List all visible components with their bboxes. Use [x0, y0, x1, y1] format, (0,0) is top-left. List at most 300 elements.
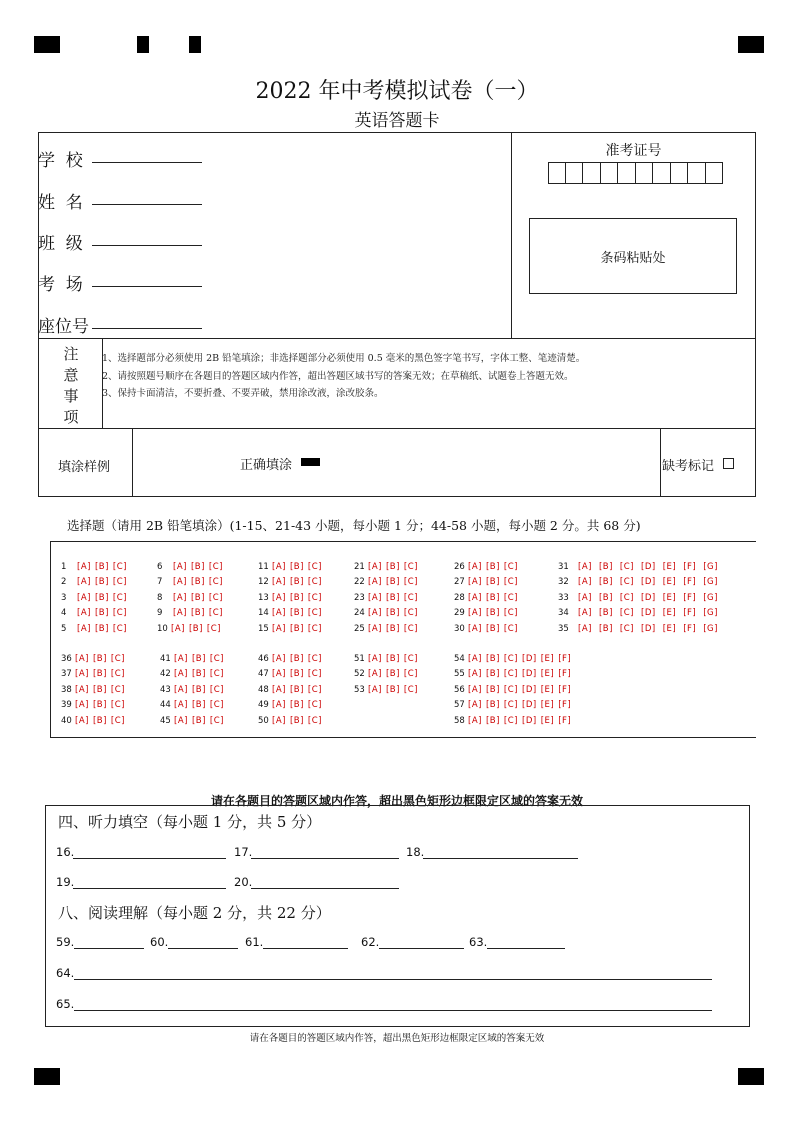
option-bubble[interactable]: [C] [503, 577, 518, 588]
option-bubble[interactable]: [A] [174, 700, 188, 711]
notice-items [102, 350, 585, 403]
option-bubble[interactable]: [A] [75, 669, 89, 680]
question-number: 33 [558, 592, 569, 603]
option-bubble[interactable]: [A] [174, 715, 188, 726]
option-bubble[interactable]: [F] [558, 669, 572, 680]
option-bubble[interactable]: [C] [503, 684, 518, 695]
choice-question-2 [61, 577, 131, 587]
option-bubble[interactable]: [C] [208, 577, 223, 588]
name-label: 姓 名 [38, 193, 83, 213]
question-number: 45 [160, 715, 171, 726]
question-number: 57 [454, 700, 465, 711]
option-bubble[interactable]: [E] [540, 669, 555, 680]
option-bubble[interactable]: [B] [94, 592, 109, 603]
option-bubble[interactable]: [A] [77, 592, 91, 603]
option-bubble[interactable]: [B] [188, 623, 203, 634]
choice-question-55 [454, 669, 575, 679]
option-bubble[interactable]: [C] [403, 592, 418, 603]
option-bubble[interactable]: [G] [703, 577, 718, 588]
choice-question-27 [454, 577, 522, 587]
blank-18[interactable]: 18. [406, 845, 424, 859]
option-bubble[interactable]: [A] [173, 562, 187, 572]
option-bubble[interactable]: [B] [289, 562, 304, 572]
option-bubble[interactable]: [C] [619, 562, 634, 572]
choice-question-22 [354, 577, 422, 587]
option-bubble[interactable]: [B] [92, 700, 107, 711]
option-bubble[interactable]: [C] [503, 669, 518, 680]
blank-19[interactable]: 19. [56, 875, 74, 889]
blank-63[interactable]: 63. [469, 935, 487, 949]
question-number: 3 [61, 592, 67, 603]
option-bubble[interactable]: [C] [110, 669, 125, 680]
option-bubble[interactable]: [E] [662, 562, 677, 572]
option-bubble[interactable]: [B] [598, 623, 613, 634]
option-bubble[interactable]: [A] [75, 715, 89, 726]
option-bubble[interactable]: [C] [307, 654, 322, 664]
question-number: 58 [454, 715, 465, 726]
choice-question-23 [354, 593, 422, 603]
exam-number-cell[interactable] [566, 162, 584, 184]
question-number: 56 [454, 684, 465, 695]
option-bubble[interactable]: [E] [540, 715, 555, 726]
choice-question-44 [160, 700, 228, 710]
question-number: 2 [61, 577, 67, 588]
option-bubble[interactable]: [G] [703, 608, 718, 619]
option-bubble[interactable]: [B] [289, 684, 304, 695]
option-bubble[interactable]: [G] [703, 623, 718, 634]
option-bubble[interactable]: [B] [485, 700, 500, 711]
option-bubble[interactable]: [A] [75, 700, 89, 711]
exam-number-cell[interactable] [688, 162, 706, 184]
option-bubble[interactable]: [B] [385, 623, 400, 634]
option-bubble[interactable]: [F] [558, 700, 572, 711]
option-bubble[interactable]: [C] [403, 623, 418, 634]
choice-question-10 [157, 624, 225, 634]
choice-question-43 [160, 685, 228, 695]
option-bubble[interactable]: [B] [598, 562, 613, 572]
option-bubble[interactable]: [A] [468, 623, 482, 634]
registration-mark-top-left [34, 36, 60, 53]
option-bubble[interactable]: [B] [94, 577, 109, 588]
option-bubble[interactable]: [B] [289, 715, 304, 726]
option-bubble[interactable]: [B] [191, 700, 206, 711]
option-bubble[interactable]: [C] [112, 577, 127, 588]
option-bubble[interactable]: [A] [173, 592, 187, 603]
option-bubble[interactable]: [A] [77, 623, 91, 634]
option-bubble[interactable]: [D] [522, 684, 537, 695]
choice-question-25 [354, 624, 422, 634]
option-bubble[interactable]: [A] [368, 623, 382, 634]
option-bubble[interactable]: [A] [174, 654, 188, 664]
exam-room-input[interactable] [92, 286, 202, 287]
option-bubble[interactable]: [D] [641, 608, 656, 619]
option-bubble[interactable]: [C] [307, 592, 322, 603]
option-bubble[interactable]: [C] [403, 654, 418, 664]
option-bubble[interactable]: [C] [619, 623, 634, 634]
option-bubble[interactable]: [B] [191, 715, 206, 726]
option-bubble[interactable]: [A] [468, 715, 482, 726]
exam-number-cell[interactable] [601, 162, 619, 184]
option-bubble[interactable]: [B] [385, 577, 400, 588]
question-number: 48 [258, 684, 269, 695]
option-bubble[interactable]: [A] [171, 623, 185, 634]
option-bubble[interactable]: [C] [110, 700, 125, 711]
option-bubble[interactable]: [D] [522, 715, 537, 726]
exam-number-cell[interactable] [548, 162, 566, 184]
option-bubble[interactable]: [B] [385, 608, 400, 619]
choice-question-29 [454, 608, 522, 618]
option-bubble[interactable]: [B] [485, 669, 500, 680]
option-bubble[interactable]: [F] [558, 684, 572, 695]
option-bubble[interactable]: [E] [540, 700, 555, 711]
question-number: 26 [454, 562, 465, 572]
option-bubble[interactable]: [B] [289, 623, 304, 634]
option-bubble[interactable]: [C] [503, 715, 518, 726]
choice-question-1 [61, 562, 131, 572]
option-bubble[interactable]: [B] [191, 669, 206, 680]
option-bubble[interactable]: [A] [173, 608, 187, 619]
option-bubble[interactable]: [C] [112, 623, 127, 634]
option-bubble[interactable]: [C] [307, 715, 322, 726]
option-bubble[interactable]: [A] [77, 577, 91, 588]
name-input[interactable] [92, 204, 202, 205]
option-bubble[interactable]: [C] [503, 700, 518, 711]
barcode-area [529, 218, 737, 294]
choice-question-14 [258, 608, 326, 618]
blank-61[interactable]: 61. [245, 935, 263, 949]
option-bubble[interactable]: [B] [190, 562, 205, 572]
page-title: 2022 年中考模拟试卷（一） [255, 79, 539, 104]
option-bubble[interactable]: [A] [272, 623, 286, 634]
option-bubble[interactable]: [C] [307, 562, 322, 572]
blank-60[interactable]: 60. [150, 935, 168, 949]
choice-question-8 [157, 593, 227, 603]
option-bubble[interactable]: [A] [272, 592, 286, 603]
option-bubble[interactable]: [C] [307, 684, 322, 695]
option-bubble[interactable]: [B] [190, 608, 205, 619]
option-bubble[interactable]: [D] [522, 700, 537, 711]
option-bubble[interactable]: [C] [307, 623, 322, 634]
choice-question-33 [558, 593, 725, 603]
option-bubble[interactable]: [C] [208, 608, 223, 619]
exam-number-cell[interactable] [671, 162, 689, 184]
option-bubble[interactable]: [B] [190, 577, 205, 588]
option-bubble[interactable]: [C] [112, 592, 127, 603]
option-bubble[interactable]: [A] [368, 669, 382, 680]
question-number: 5 [61, 623, 67, 634]
choice-question-38 [61, 685, 129, 695]
option-bubble[interactable]: [C] [403, 684, 418, 695]
option-bubble[interactable]: [D] [641, 623, 656, 634]
option-bubble[interactable]: [C] [403, 577, 418, 588]
option-bubble[interactable]: [B] [385, 654, 400, 664]
option-bubble[interactable]: [C] [307, 669, 322, 680]
option-bubble[interactable]: [A] [173, 577, 187, 588]
option-bubble[interactable]: [B] [191, 654, 206, 664]
option-bubble[interactable]: [A] [578, 623, 592, 634]
option-bubble[interactable]: [C] [403, 562, 418, 572]
option-bubble[interactable]: [A] [368, 608, 382, 619]
option-bubble[interactable]: [B] [94, 623, 109, 634]
option-bubble[interactable]: [B] [289, 608, 304, 619]
option-bubble[interactable]: [C] [619, 577, 634, 588]
option-bubble[interactable]: [A] [368, 654, 382, 664]
option-bubble[interactable]: [A] [468, 669, 482, 680]
exam-number-grid[interactable] [548, 162, 723, 184]
option-bubble[interactable]: [F] [683, 608, 697, 619]
question-number: 51 [354, 654, 365, 664]
question-number: 52 [354, 669, 365, 680]
option-bubble[interactable]: [E] [540, 654, 555, 664]
choice-question-24 [354, 608, 422, 618]
option-bubble[interactable]: [B] [92, 684, 107, 695]
class-input[interactable] [92, 245, 202, 246]
question-number: 46 [258, 654, 269, 664]
option-bubble[interactable]: [D] [522, 654, 537, 664]
question-number: 27 [454, 577, 465, 588]
seat-number-label: 座位号 [38, 317, 89, 337]
option-bubble[interactable]: [F] [683, 577, 697, 588]
choice-question-51 [354, 654, 422, 664]
option-bubble[interactable]: [C] [209, 654, 224, 664]
option-bubble[interactable]: [C] [307, 700, 322, 711]
option-bubble[interactable]: [C] [307, 577, 322, 588]
notice-item: 3、保持卡面清洁，不要折叠、不要弄破，禁用涂改液，涂改胶条。 [102, 388, 384, 399]
option-bubble[interactable]: [C] [403, 669, 418, 680]
option-bubble[interactable]: [A] [368, 592, 382, 603]
option-bubble[interactable]: [B] [485, 562, 500, 572]
option-bubble[interactable]: [B] [485, 684, 500, 695]
choice-section-title: 选择题（请用 2B 铅笔填涂）(1-15、21-43 小题，每小题 1 分；44-58 小题，每小题 2 分。共 68 分) [67, 518, 641, 533]
option-bubble[interactable]: [C] [112, 608, 127, 619]
option-bubble[interactable]: [C] [307, 608, 322, 619]
exam-number-cell[interactable] [653, 162, 671, 184]
choice-question-34 [558, 608, 725, 618]
option-bubble[interactable]: [A] [272, 654, 286, 664]
registration-mark-bottom-left [34, 1068, 60, 1085]
option-bubble[interactable]: [B] [598, 592, 613, 603]
question-number: 12 [258, 577, 269, 588]
option-bubble[interactable]: [C] [503, 562, 518, 572]
option-bubble[interactable]: [B] [385, 669, 400, 680]
question-number: 24 [354, 608, 365, 619]
choice-question-57 [454, 700, 575, 710]
option-bubble[interactable]: [F] [558, 654, 572, 664]
option-bubble[interactable]: [F] [683, 562, 697, 572]
option-bubble[interactable]: [G] [703, 592, 718, 603]
exam-number-cell[interactable] [618, 162, 636, 184]
choice-question-5 [61, 624, 131, 634]
choice-question-52 [354, 669, 422, 679]
option-bubble[interactable]: [B] [289, 654, 304, 664]
option-bubble[interactable]: [D] [641, 577, 656, 588]
option-bubble[interactable]: [B] [385, 684, 400, 695]
option-bubble[interactable]: [A] [272, 669, 286, 680]
option-bubble[interactable]: [B] [289, 592, 304, 603]
option-bubble[interactable]: [C] [503, 623, 518, 634]
option-bubble[interactable]: [E] [662, 592, 677, 603]
choice-question-11 [258, 562, 326, 572]
question-number: 7 [157, 577, 163, 588]
option-bubble[interactable]: [C] [503, 608, 518, 619]
choice-question-31 [558, 562, 725, 572]
registration-mark-top-right [738, 36, 764, 53]
question-number: 25 [354, 623, 365, 634]
option-bubble[interactable]: [A] [468, 608, 482, 619]
option-bubble[interactable]: [A] [468, 654, 482, 664]
option-bubble[interactable]: [B] [92, 715, 107, 726]
option-bubble[interactable]: [A] [174, 669, 188, 680]
blank-59[interactable]: 59. [56, 935, 74, 949]
option-bubble[interactable]: [A] [272, 577, 286, 588]
exam-room-label: 考 场 [38, 275, 83, 295]
option-bubble[interactable]: [C] [206, 623, 221, 634]
notice-item: 1、选择题部分必须使用 2B 铅笔填涂；非选择题部分必须使用 0.5 毫米的黑色签字笔书写，字体工整、笔迹清楚。 [102, 353, 586, 364]
option-bubble[interactable]: [C] [209, 669, 224, 680]
option-bubble[interactable]: [E] [662, 577, 677, 588]
question-number: 50 [258, 715, 269, 726]
choice-question-4 [61, 608, 131, 618]
option-bubble[interactable]: [A] [468, 562, 482, 572]
question-number: 28 [454, 592, 465, 603]
question-number: 44 [160, 700, 171, 711]
exam-number-cell[interactable] [706, 162, 724, 184]
option-bubble[interactable]: [B] [94, 608, 109, 619]
question-number: 30 [454, 623, 465, 634]
option-bubble[interactable]: [B] [289, 577, 304, 588]
option-bubble[interactable]: [A] [578, 562, 592, 572]
option-bubble[interactable]: [A] [272, 562, 286, 572]
blank-20[interactable]: 20. [234, 875, 252, 889]
option-bubble[interactable]: [B] [485, 608, 500, 619]
option-bubble[interactable]: [A] [578, 592, 592, 603]
choice-question-47 [258, 669, 326, 679]
option-bubble[interactable]: [A] [468, 577, 482, 588]
option-bubble[interactable]: [A] [368, 684, 382, 695]
option-bubble[interactable]: [D] [522, 669, 537, 680]
option-bubble[interactable]: [A] [272, 700, 286, 711]
option-bubble[interactable]: [B] [92, 669, 107, 680]
choice-question-39 [61, 700, 129, 710]
option-bubble[interactable]: [B] [485, 654, 500, 664]
option-bubble[interactable]: [C] [503, 592, 518, 603]
blank-65[interactable]: 65. [56, 997, 74, 1011]
option-bubble[interactable]: [A] [368, 562, 382, 572]
option-bubble[interactable]: [A] [468, 592, 482, 603]
option-bubble[interactable]: [E] [540, 684, 555, 695]
absent-checkbox[interactable] [723, 458, 734, 469]
blank-16[interactable]: 16. [56, 845, 74, 859]
option-bubble[interactable]: [B] [385, 592, 400, 603]
option-bubble[interactable]: [A] [272, 715, 286, 726]
answer-area-warning-bottom: 请在各题目的答题区域内作答，超出黑色矩形边框限定区域的答案无效 [249, 1033, 545, 1044]
option-bubble[interactable]: [B] [191, 684, 206, 695]
option-bubble[interactable]: [C] [208, 592, 223, 603]
choice-question-37 [61, 669, 129, 679]
option-bubble[interactable]: [B] [289, 700, 304, 711]
option-bubble[interactable]: [C] [110, 715, 125, 726]
option-bubble[interactable]: [D] [641, 562, 656, 572]
option-bubble[interactable]: [A] [77, 608, 91, 619]
info-table [38, 132, 756, 497]
option-bubble[interactable]: [C] [112, 562, 127, 572]
question-number: 55 [454, 669, 465, 680]
option-bubble[interactable]: [A] [174, 684, 188, 695]
option-bubble[interactable]: [F] [558, 715, 572, 726]
option-bubble[interactable]: [A] [578, 608, 592, 619]
option-bubble[interactable]: [B] [485, 715, 500, 726]
option-bubble[interactable]: [C] [619, 592, 634, 603]
correct-fill-example [301, 458, 320, 466]
option-bubble[interactable]: [A] [468, 684, 482, 695]
school-input[interactable] [92, 162, 202, 163]
option-bubble[interactable]: [C] [110, 654, 125, 664]
option-bubble[interactable]: [B] [485, 623, 500, 634]
exam-number-cell[interactable] [583, 162, 601, 184]
option-bubble[interactable]: [B] [598, 608, 613, 619]
option-bubble[interactable]: [B] [94, 562, 109, 572]
option-bubble[interactable]: [B] [92, 654, 107, 664]
option-bubble[interactable]: [C] [403, 608, 418, 619]
option-bubble[interactable]: [F] [683, 623, 697, 634]
option-bubble[interactable]: [A] [368, 577, 382, 588]
option-bubble[interactable]: [A] [468, 700, 482, 711]
blank-17[interactable]: 17. [234, 845, 252, 859]
question-number: 49 [258, 700, 269, 711]
blank-62[interactable]: 62. [361, 935, 379, 949]
choice-question-48 [258, 685, 326, 695]
option-bubble[interactable]: [G] [703, 562, 718, 572]
option-bubble[interactable]: [C] [208, 562, 223, 572]
option-bubble[interactable]: [B] [485, 577, 500, 588]
option-bubble[interactable]: [F] [683, 592, 697, 603]
option-bubble[interactable]: [D] [641, 592, 656, 603]
option-bubble[interactable]: [B] [485, 592, 500, 603]
option-bubble[interactable]: [E] [662, 623, 677, 634]
option-bubble[interactable]: [B] [190, 592, 205, 603]
option-bubble[interactable]: [E] [662, 608, 677, 619]
option-bubble[interactable]: [B] [289, 669, 304, 680]
seat-number-input[interactable] [92, 328, 202, 329]
option-bubble[interactable]: [C] [503, 654, 518, 664]
blank-64[interactable]: 64. [56, 966, 74, 980]
choice-question-6 [157, 562, 227, 572]
question-number: 23 [354, 592, 365, 603]
answer-area-warning: 请在各题目的答题区域内作答，超出黑色矩形边框限定区域的答案无效 [210, 794, 583, 808]
choice-question-9 [157, 608, 227, 618]
option-bubble[interactable]: [A] [272, 608, 286, 619]
option-bubble[interactable]: [A] [75, 684, 89, 695]
option-bubble[interactable]: [A] [272, 684, 286, 695]
choice-question-42 [160, 669, 228, 679]
option-bubble[interactable]: [C] [110, 684, 125, 695]
option-bubble[interactable]: [A] [77, 562, 91, 572]
option-bubble[interactable]: [C] [209, 684, 224, 695]
option-bubble[interactable]: [C] [209, 700, 224, 711]
choice-question-35 [558, 624, 725, 634]
option-bubble[interactable]: [B] [385, 562, 400, 572]
question-number: 31 [558, 562, 569, 572]
option-bubble[interactable]: [A] [75, 654, 89, 664]
page-subtitle: 英语答题卡 [354, 111, 440, 131]
option-bubble[interactable]: [C] [619, 608, 634, 619]
exam-number-cell[interactable] [636, 162, 654, 184]
option-bubble[interactable]: [C] [209, 715, 224, 726]
option-bubble[interactable]: [B] [598, 577, 613, 588]
option-bubble[interactable]: [A] [578, 577, 592, 588]
question-number: 6 [157, 562, 163, 572]
registration-mark-bottom-right [738, 1068, 764, 1085]
